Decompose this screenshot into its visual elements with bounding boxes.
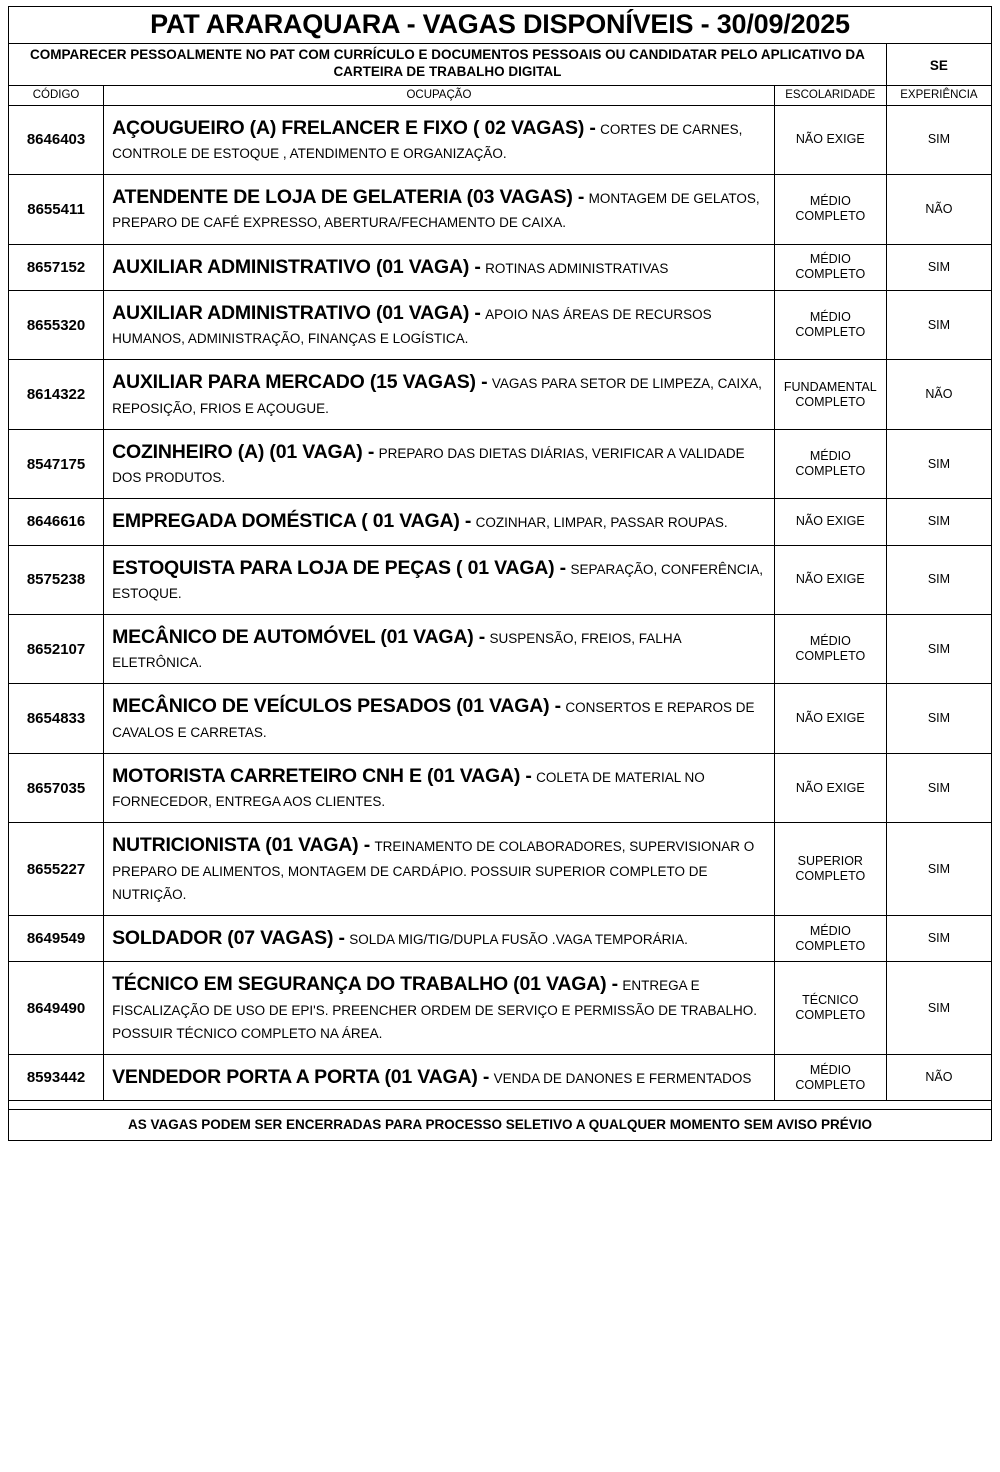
role-description: ENTREGA E FISCALIZAÇÃO DE USO DE EPI'S. PREENCHER ORDEM DE SERVIÇO E PERMISSÃO DE TRABALHO. POSSUIR TÉCNICO COMPLETO NA ÁREA. [112, 978, 758, 1041]
row-experiencia: SIM [886, 962, 991, 1055]
role-title: AUXILIAR ADMINISTRATIVO (01 VAGA) - [112, 301, 481, 324]
table-row [9, 753, 992, 822]
row-codigo: 8652107 [9, 614, 104, 683]
row-escolaridade: FUNDAMENTAL COMPLETO [774, 360, 886, 429]
title-row [9, 7, 992, 44]
row-codigo: 8655411 [9, 175, 104, 244]
row-escolaridade: MÉDIO COMPLETO [774, 429, 886, 498]
row-escolaridade: NÃO EXIGE [774, 753, 886, 822]
table-row [9, 962, 992, 1055]
role-description: CONSERTOS E REPAROS DE CAVALOS E CARRETAS. [112, 700, 755, 740]
row-experiencia: SIM [886, 915, 991, 961]
row-experiencia: NÃO [886, 175, 991, 244]
row-escolaridade: TÉCNICO COMPLETO [774, 962, 886, 1055]
table-row [9, 175, 992, 244]
role-description: CORTES DE CARNES, CONTROLE DE ESTOQUE , ATENDIMENTO E ORGANIZAÇÃO. [112, 121, 743, 161]
row-codigo: 8655320 [9, 290, 104, 359]
page-title: PAT ARARAQUARA - VAGAS DISPONÍVEIS - 30/09/2025 [9, 7, 992, 44]
column-header-codigo: CÓDIGO [9, 86, 104, 106]
role-description: SOLDA MIG/TIG/DUPLA FUSÃO .VAGA TEMPORÁRIA. [349, 931, 688, 947]
role-title: VENDEDOR PORTA A PORTA (01 VAGA) - [112, 1065, 490, 1088]
row-ocupacao [104, 753, 775, 822]
row-experiencia: SIM [886, 429, 991, 498]
se-label: SE [886, 44, 991, 86]
footer-row [9, 1110, 992, 1141]
role-title: MECÂNICO DE AUTOMÓVEL (01 VAGA) - [112, 625, 486, 648]
table-row [9, 429, 992, 498]
row-experiencia: SIM [886, 244, 991, 290]
row-escolaridade: MÉDIO COMPLETO [774, 1054, 886, 1100]
table-row [9, 360, 992, 429]
column-header-experiencia: EXPERIÊNCIA [886, 86, 991, 106]
row-ocupacao [104, 1054, 775, 1100]
role-description: VAGAS PARA SETOR DE LIMPEZA, CAIXA, REPOSIÇÃO, FRIOS E AÇOUGUE. [112, 376, 762, 416]
row-ocupacao [104, 429, 775, 498]
role-description: PREPARO DAS DIETAS DIÁRIAS, VERIFICAR A VALIDADE DOS PRODUTOS. [112, 445, 745, 486]
table-row [9, 614, 992, 683]
row-codigo: 8646616 [9, 499, 104, 545]
row-escolaridade: MÉDIO COMPLETO [774, 175, 886, 244]
row-escolaridade: NÃO EXIGE [774, 105, 886, 174]
row-experiencia: SIM [886, 105, 991, 174]
row-codigo: 8657035 [9, 753, 104, 822]
row-escolaridade: MÉDIO COMPLETO [774, 290, 886, 359]
table-row [9, 499, 992, 545]
row-experiencia: SIM [886, 684, 991, 753]
row-codigo: 8547175 [9, 429, 104, 498]
table-row [9, 244, 992, 290]
role-title: COZINHEIRO (A) (01 VAGA) - [112, 440, 375, 463]
spacer-row [9, 1101, 992, 1110]
row-ocupacao [104, 105, 775, 174]
row-codigo: 8654833 [9, 684, 104, 753]
role-title: MECÂNICO DE VEÍCULOS PESADOS (01 VAGA) - [112, 695, 561, 718]
table-row [9, 823, 992, 916]
row-escolaridade: MÉDIO COMPLETO [774, 915, 886, 961]
row-codigo: 8575238 [9, 545, 104, 614]
role-title: ATENDENTE DE LOJA DE GELATERIA (03 VAGAS) - [112, 186, 585, 209]
table-row [9, 545, 992, 614]
row-experiencia: SIM [886, 614, 991, 683]
role-title: MOTORISTA CARRETEIRO CNH E (01 VAGA) - [112, 764, 532, 787]
row-codigo: 8655227 [9, 823, 104, 916]
table-row [9, 1054, 992, 1100]
row-codigo: 8649549 [9, 915, 104, 961]
role-title: AÇOUGUEIRO (A) FRELANCER E FIXO ( 02 VAGAS) - [112, 116, 596, 139]
row-ocupacao [104, 823, 775, 916]
table-row [9, 290, 992, 359]
row-experiencia: SIM [886, 823, 991, 916]
row-codigo: 8614322 [9, 360, 104, 429]
role-description: COLETA DE MATERIAL NO FORNECEDOR, ENTREGA AOS CLIENTES. [112, 769, 705, 810]
role-description: APOIO NAS ÁREAS DE RECURSOS HUMANOS, ADMINISTRAÇÃO, FINANÇAS E LOGÍSTICA. [112, 306, 712, 347]
role-description: COZINHAR, LIMPAR, PASSAR ROUPAS. [475, 515, 728, 531]
subtitle-row [9, 44, 992, 86]
row-escolaridade: NÃO EXIGE [774, 545, 886, 614]
row-escolaridade: MÉDIO COMPLETO [774, 244, 886, 290]
row-escolaridade: SUPERIOR COMPLETO [774, 823, 886, 916]
row-escolaridade: MÉDIO COMPLETO [774, 614, 886, 683]
role-title: TÉCNICO EM SEGURANÇA DO TRABALHO (01 VAGA) - [112, 973, 618, 996]
column-header-ocupacao: OCUPAÇÃO [104, 86, 775, 106]
table-row [9, 684, 992, 753]
vacancies-table [8, 6, 992, 1141]
row-ocupacao [104, 962, 775, 1055]
table-body [9, 7, 992, 1141]
role-title: NUTRICIONISTA (01 VAGA) - [112, 834, 370, 857]
role-title: EMPREGADA DOMÉSTICA ( 01 VAGA) - [112, 510, 472, 533]
role-title: AUXILIAR ADMINISTRATIVO (01 VAGA) - [112, 255, 481, 278]
row-experiencia: SIM [886, 753, 991, 822]
role-title: SOLDADOR (07 VAGAS) - [112, 926, 345, 949]
row-ocupacao [104, 545, 775, 614]
role-description: VENDA DE DANONES E FERMENTADOS [493, 1070, 752, 1086]
row-experiencia: SIM [886, 499, 991, 545]
row-experiencia: NÃO [886, 1054, 991, 1100]
row-ocupacao [104, 684, 775, 753]
row-codigo: 8657152 [9, 244, 104, 290]
column-header-row [9, 86, 992, 106]
role-description: TREINAMENTO DE COLABORADORES, SUPERVISIONAR O PREPARO DE ALIMENTOS, MONTAGEM DE CARDÁPIO. POSSUIR SUPERIOR COMPLETO DE NUTRIÇÃO. [112, 839, 755, 902]
row-escolaridade: NÃO EXIGE [774, 684, 886, 753]
role-description: SEPARAÇÃO, CONFERÊNCIA, ESTOQUE. [112, 561, 763, 601]
row-ocupacao [104, 915, 775, 961]
role-title: ESTOQUISTA PARA LOJA DE PEÇAS ( 01 VAGA) - [112, 556, 566, 579]
role-title: AUXILIAR PARA MERCADO (15 VAGAS) - [112, 371, 488, 394]
row-ocupacao [104, 175, 775, 244]
role-description: ROTINAS ADMINISTRATIVAS [485, 260, 669, 276]
table-row [9, 915, 992, 961]
row-ocupacao [104, 360, 775, 429]
instructions-text: COMPARECER PESSOALMENTE NO PAT COM CURRÍCULO E DOCUMENTOS PESSOAIS OU CANDIDATAR PELO APLICATIVO DA CARTEIRA DE TRABALHO DIGITAL [9, 44, 887, 86]
row-ocupacao [104, 614, 775, 683]
column-header-escolaridade: ESCOLARIDADE [774, 86, 886, 106]
table-row [9, 105, 992, 174]
row-ocupacao [104, 499, 775, 545]
role-description: MONTAGEM DE GELATOS, PREPARO DE CAFÉ EXPRESSO, ABERTURA/FECHAMENTO DE CAIXA. [112, 191, 760, 231]
role-description: SUSPENSÃO, FREIOS, FALHA ELETRÔNICA. [112, 630, 681, 671]
row-experiencia: SIM [886, 545, 991, 614]
row-ocupacao [104, 290, 775, 359]
row-codigo: 8593442 [9, 1054, 104, 1100]
row-experiencia: SIM [886, 290, 991, 359]
footer-note: AS VAGAS PODEM SER ENCERRADAS PARA PROCESSO SELETIVO A QUALQUER MOMENTO SEM AVISO PRÉVIO [9, 1110, 992, 1141]
row-codigo: 8646403 [9, 105, 104, 174]
spacer-cell [9, 1101, 992, 1110]
row-experiencia: NÃO [886, 360, 991, 429]
row-ocupacao [104, 244, 775, 290]
row-escolaridade: NÃO EXIGE [774, 499, 886, 545]
row-codigo: 8649490 [9, 962, 104, 1055]
